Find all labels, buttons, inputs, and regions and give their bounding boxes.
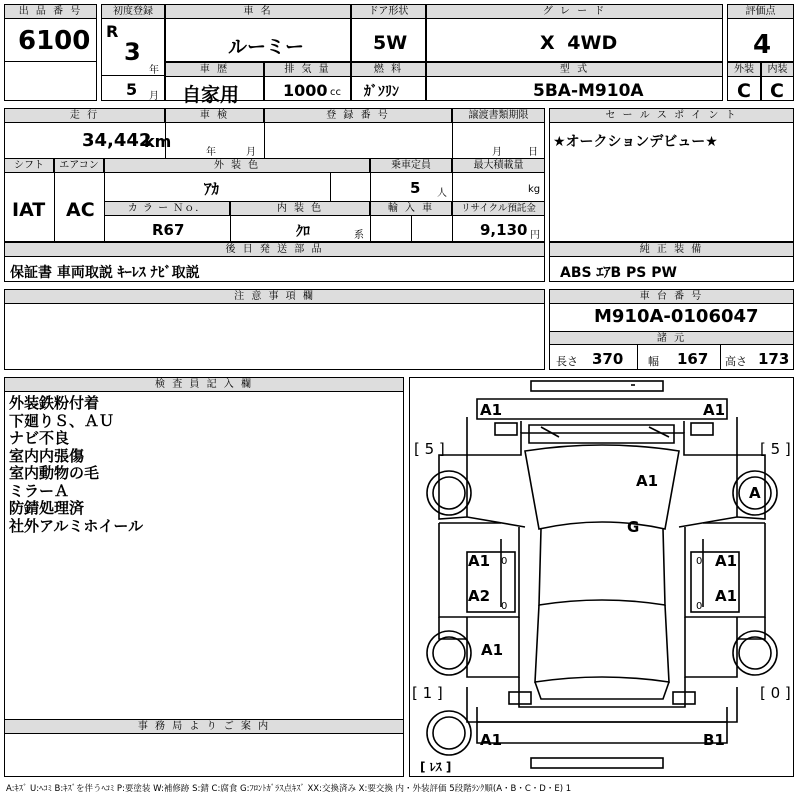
grade: X 4WD: [540, 32, 618, 54]
car-outline-diagram: [409, 377, 794, 777]
score: 4: [753, 30, 772, 60]
sales-point: ★オークションデビュー★: [553, 134, 718, 150]
width: 167: [677, 350, 709, 368]
mark-windshield: G: [627, 518, 640, 536]
tire-front-right: [ 5 ]: [760, 440, 791, 458]
inspector-note: 社外アルミホイール: [9, 516, 144, 535]
lot-number: 6100: [18, 26, 91, 56]
tire-rear-left: [ 1 ]: [412, 684, 443, 702]
height: 173: [758, 350, 790, 368]
car-name: ルーミー: [228, 36, 305, 58]
inspector-note: 防錆処理済: [9, 499, 85, 517]
genuine-equipment: ABS ｴｱB PS PW: [560, 265, 677, 281]
svg-text:0: 0: [696, 556, 703, 567]
inspector-notes: [9, 395, 143, 535]
legend-footer: A:ｷｽﾞ U:ﾍｺﾐ B:ｷｽﾞを伴うﾍｺﾐ P:要塗装 W:補修跡 S:錆 C:腐食 G:ﾌﾛﾝﾄｶﾞﾗｽ点ｷｽﾞ XX:交換済み X:要交換 内・外装評価 5段階ﾗﾝｸ順(A・B・C・D・E) 1: [6, 784, 572, 794]
mark-rear-door-right: A1: [715, 587, 738, 605]
mark-front-door-right: A1: [715, 552, 738, 570]
mark-rear-door-left: A2: [468, 587, 491, 605]
capacity: 5: [410, 179, 421, 197]
chassis-number: M910A-0106047: [594, 306, 759, 327]
mark-front-wheel-right: A: [749, 484, 761, 502]
mark-hood: A1: [636, 472, 659, 490]
mileage: 34,442: [82, 130, 152, 151]
sales-point-box: [549, 108, 794, 242]
reg-year: 3: [124, 38, 141, 66]
lot-number-header: 出 品 番 号: [4, 4, 97, 19]
interior-grade: C: [770, 80, 784, 102]
recycle-fee: 9,130: [480, 221, 528, 239]
svg-text:0: 0: [501, 556, 508, 567]
shift: IAT: [12, 199, 46, 221]
tire-front-left: [ 5 ]: [414, 440, 445, 458]
inspector-note: 室内動物の毛: [9, 464, 100, 482]
interior-color: ｸﾛ: [296, 224, 310, 240]
exterior-grade: C: [737, 80, 751, 102]
mark-front-bumper-left: A1: [480, 401, 503, 419]
first-registration-header: 初度登録: [101, 4, 165, 19]
mark-rear-bumper-left: A1: [480, 731, 503, 749]
history: 自家用: [182, 84, 240, 106]
mark-front-bumper-right: A1: [703, 401, 726, 419]
inspector-note: 下廻りＳ、ＡＵ: [9, 411, 115, 430]
mark-front-door-left: A1: [468, 552, 491, 570]
inspector-note: ナビ不良: [9, 429, 70, 447]
svg-text:0: 0: [501, 601, 508, 612]
mark-rear-quarter-left: A1: [481, 641, 504, 659]
later-parts: 保証書 車両取説 ｷｰﾚｽ ﾅﾋﾞ取説: [10, 265, 200, 281]
length: 370: [592, 350, 624, 368]
mark-rear-bumper-right: B1: [703, 731, 725, 749]
era: R: [106, 22, 119, 41]
svg-text:0: 0: [696, 601, 703, 612]
color-number: R67: [152, 221, 185, 239]
door-type: 5W: [373, 32, 408, 54]
exterior-color: ｱｶ: [204, 180, 220, 198]
fuel: ｶﾞｿﾘﾝ: [364, 84, 399, 100]
tire-rear-right: [ 0 ]: [760, 684, 791, 702]
reg-month: 5: [126, 80, 138, 99]
inspector-note: 外装鉄粉付着: [9, 394, 100, 412]
spare-tire: [ ﾚｽ ]: [420, 760, 452, 774]
inspector-note: 室内内張傷: [9, 446, 85, 465]
aircon: AC: [66, 199, 95, 221]
displacement: 1000: [283, 81, 328, 100]
model-code: 5BA-M910A: [533, 81, 644, 101]
inspector-note: ミラーＡ: [9, 481, 70, 500]
